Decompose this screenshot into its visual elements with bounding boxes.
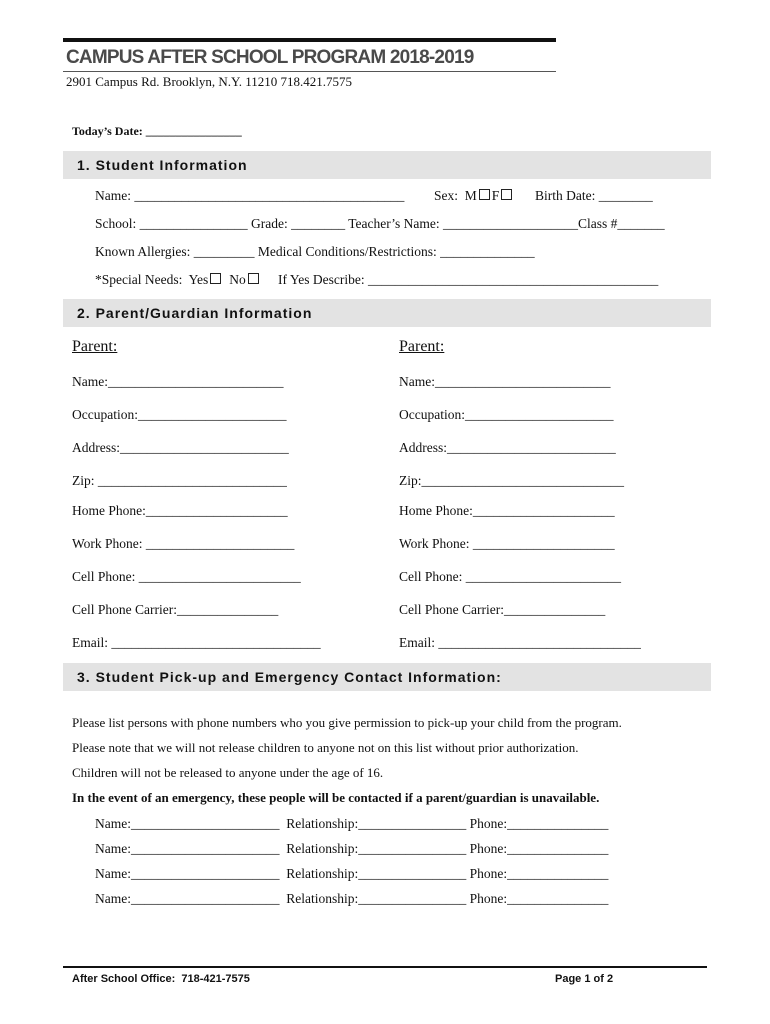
parent-2-address-field[interactable]: Address:_________________________ [399,440,616,455]
pickup-instruction-2: Please note that we will not release children to anyone not on this list without prior authorization. [72,740,579,755]
parent-1-heading: Parent: [72,338,118,355]
emergency-instruction: In the event of an emergency, these people will be contacted if a parent/guardian is unavailable. [72,790,600,805]
section-pickup-emergency-header [63,663,711,691]
parent-1-name-field[interactable]: Name:__________________________ [72,374,284,389]
sex-label: Sex: M [434,188,477,203]
parent-1-address-field[interactable]: Address:_________________________ [72,440,289,455]
header-title-rule [63,71,556,72]
special-needs-no-label: No [229,272,246,287]
sex-field [434,188,514,204]
parent-2-email-field[interactable]: Email: ______________________________ [399,635,641,650]
special-needs-label: *Special Needs: Yes [95,272,209,287]
parent-2-cell-carrier-field[interactable]: Cell Phone Carrier:_______________ [399,602,606,617]
parent-1-email-field[interactable]: Email: _______________________________ [72,635,321,650]
sex-female-label: F [491,188,500,203]
contact-row[interactable]: Name:______________________ Relationship:________________ Phone:_______________ [95,891,609,906]
school-grade-teacher-class-row[interactable]: School: ________________ Grade: ________ Teacher’s Name: ____________________Class #_______ [95,216,665,231]
parent-1-work-phone-field[interactable]: Work Phone: ______________________ [72,536,295,551]
parent-1-zip-field[interactable]: Zip: ____________________________ [72,473,287,488]
birth-date-field[interactable]: Birth Date: ________ [535,188,653,203]
parent-2-work-phone-field[interactable]: Work Phone: _____________________ [399,536,615,551]
parent-1-cell-phone-field[interactable]: Cell Phone: ________________________ [72,569,301,584]
parent-1-occupation-field[interactable]: Occupation:______________________ [72,407,287,422]
student-name-field[interactable]: Name: ________________________________________ [95,188,405,203]
sex-male-checkbox[interactable] [479,189,490,200]
parent-2-heading: Parent: [399,338,445,355]
section-student-information-header [63,151,711,179]
contact-row[interactable]: Name:______________________ Relationship:________________ Phone:_______________ [95,841,609,856]
parent-2-occupation-field[interactable]: Occupation:______________________ [399,407,614,422]
form-title: CAMPUS AFTER SCHOOL PROGRAM 2018-2019 [66,47,474,68]
sex-female-checkbox[interactable] [501,189,512,200]
todays-date-field[interactable]: Today’s Date: ________________ [72,124,242,138]
parent-2-cell-phone-field[interactable]: Cell Phone: _______________________ [399,569,621,584]
program-address: 2901 Campus Rd. Brooklyn, N.Y. 11210 718.421.7575 [66,74,353,89]
special-needs-row [95,272,261,288]
section-parent-guardian-header [63,299,711,327]
contact-row[interactable]: Name:______________________ Relationship:________________ Phone:_______________ [95,816,609,831]
header-top-rule [63,38,556,42]
parent-2-home-phone-field[interactable]: Home Phone:_____________________ [399,503,615,518]
pickup-instruction-3: Children will not be released to anyone under the age of 16. [72,765,384,780]
allergies-conditions-row[interactable]: Known Allergies: _________ Medical Conditions/Restrictions: ______________ [95,244,535,259]
special-needs-no-checkbox[interactable] [248,273,259,284]
special-needs-yes-checkbox[interactable] [210,273,221,284]
section-heading: 2. Parent/Guardian Information [77,305,313,321]
contact-row[interactable]: Name:______________________ Relationship:________________ Phone:_______________ [95,866,609,881]
footer-rule [63,966,707,968]
pickup-instruction-1: Please list persons with phone numbers who you give permission to pick-up your child from the program. [72,715,622,730]
parent-1-home-phone-field[interactable]: Home Phone:_____________________ [72,503,288,518]
footer-page-number: Page 1 of 2 [555,973,614,985]
parent-2-name-field[interactable]: Name:__________________________ [399,374,611,389]
special-needs-describe-field[interactable]: If Yes Describe: ___________________________________________ [278,272,659,287]
section-heading: 1. Student Information [77,157,248,173]
footer-office-phone: After School Office: 718-421-7575 [72,973,250,985]
parent-2-zip-field[interactable]: Zip:______________________________ [399,473,624,488]
section-heading: 3. Student Pick-up and Emergency Contact Information: [77,669,502,685]
parent-1-cell-carrier-field[interactable]: Cell Phone Carrier:_______________ [72,602,279,617]
